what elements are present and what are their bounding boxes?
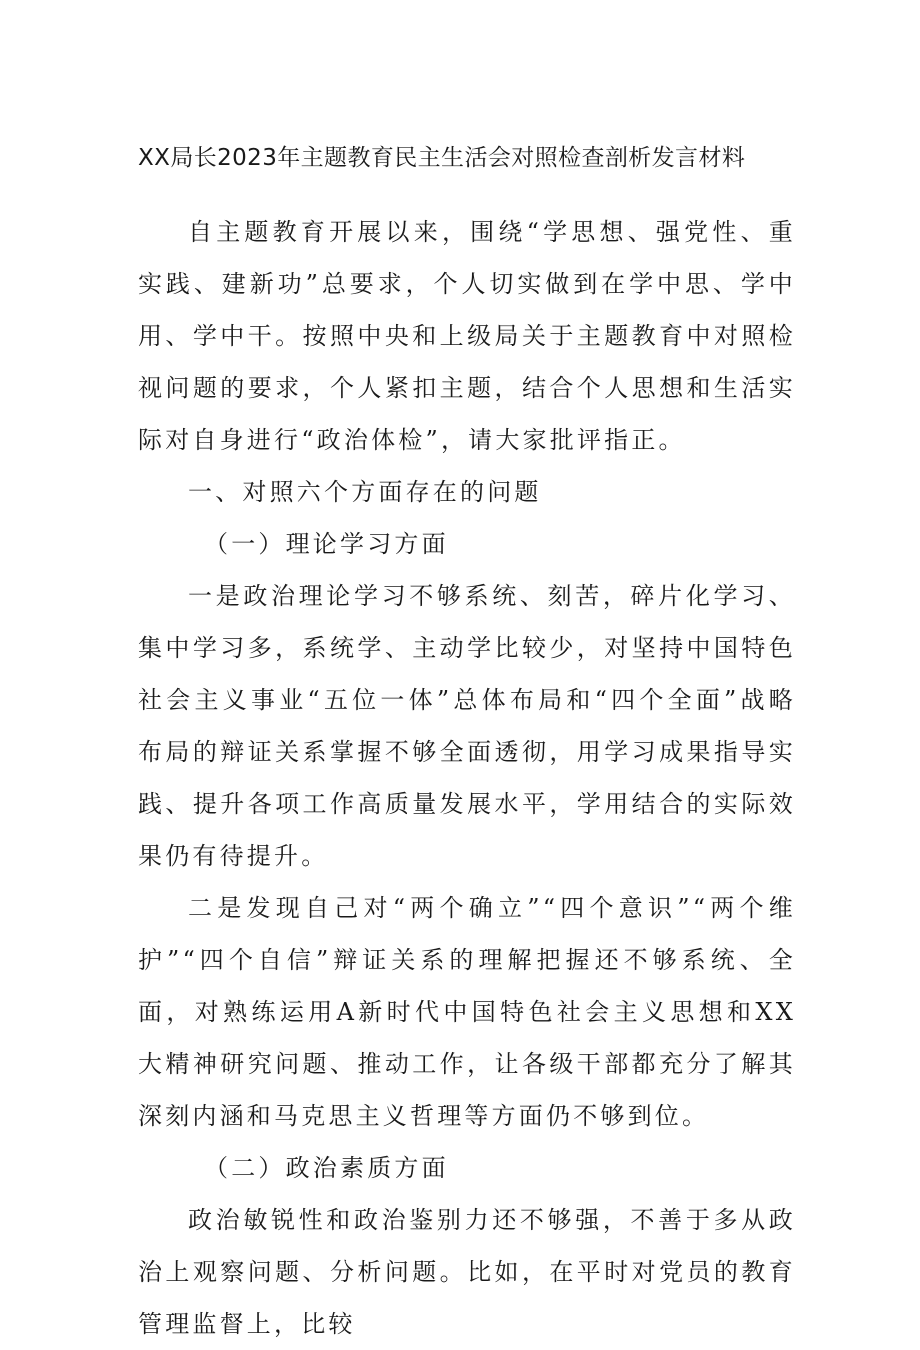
subsection-heading-1: （一）理论学习方面 [204,530,449,558]
body-paragraph-1: 一是政治理论学习不够系统、刻苦，碎片化学习、集中学习多，系统学、主动学比较少，对坚持中国特色社会主义事业“五位一体”总体布局和“四个全面”战略布局的辩证关系掌握不够全面透彻，用学习成果指导实践、提升各项工作高质量发展水平，学用结合的实际效果仍有待提升。 [138,582,796,870]
document-title: XX局长2023年主题教育民主生活会对照检查剖析发言材料 [138,145,746,171]
body-paragraph-3: 政治敏锐性和政治鉴别力还不够强，不善于多从政治上观察问题、分析问题。比如，在平时对党员的教育管理监督上，比较 [138,1206,796,1338]
subsection-heading-2: （二）政治素质方面 [204,1154,449,1182]
section-heading-1: 一、对照六个方面存在的问题 [188,478,542,506]
intro-paragraph: 自主题教育开展以来，围绕“学思想、强党性、重实践、建新功”总要求，个人切实做到在学中思、学中用、学中干。按照中央和上级局关于主题教育中对照检视问题的要求，个人紧扣主题，结合个人思想和生活实际对自身进行“政治体检”，请大家批评指正。 [138,218,796,454]
document-body [138,206,796,1350]
body-paragraph-2: 二是发现自己对“两个确立”“四个意识”“两个维护”“四个自信”辩证关系的理解把握还不够系统、全面，对熟练运用A新时代中国特色社会主义思想和XX大精神研究问题、推动工作，让各级干部都充分了解其深刻内涵和马克思主义哲理等方面仍不够到位。 [138,894,796,1130]
